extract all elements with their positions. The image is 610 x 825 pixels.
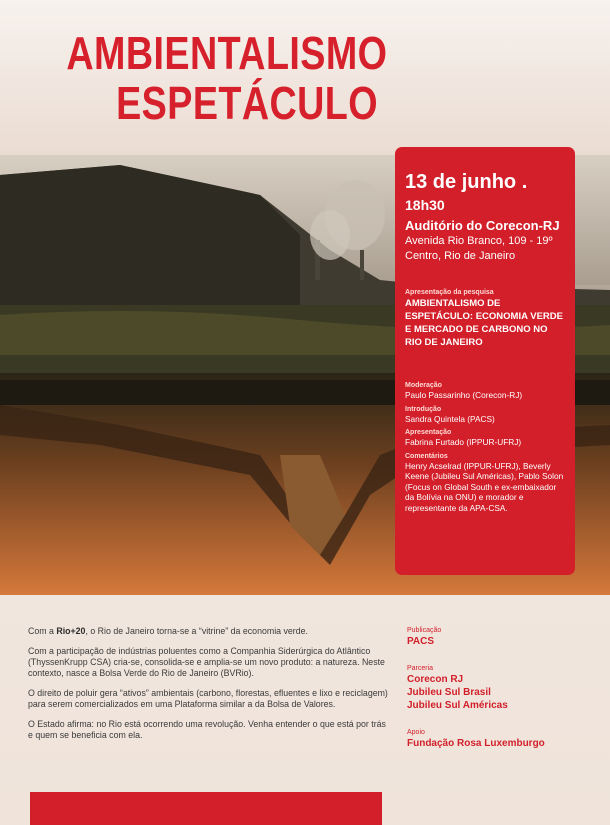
publication-label: Publicação [407, 627, 442, 634]
bottom-red-bar [30, 792, 382, 825]
paragraph-1-prefix: Com a [28, 626, 57, 636]
publication-group [407, 626, 587, 648]
partners-group [407, 664, 587, 712]
credits-column [407, 626, 587, 766]
event-info-panel [395, 147, 575, 575]
partner-item: Jubileu Sul Américas [407, 700, 508, 711]
body-text [28, 626, 388, 750]
publication-value: PACS [407, 636, 435, 647]
event-date: 13 de junho [405, 171, 517, 193]
apresentacao-label: Apresentação [405, 429, 452, 436]
event-time: 18h30 [405, 197, 445, 213]
support-label: Apoio [407, 729, 425, 736]
poster-title [66, 27, 388, 129]
apresentacao-value: Fabrina Furtado (IPPUR-UFRJ) [405, 437, 522, 447]
intro-label: Introdução [405, 405, 442, 413]
event-date-line [405, 171, 565, 216]
comments-value: Henry Acselrad (IPPUR-UFRJ), Beverly Keene (Jubileu Sul Américas), Pablo Solon (Focus on Global South e ex-embaixador da Bolívia na ONU) e morador e representante da APA-CSA. [405, 460, 564, 513]
event-address-line-1: Avenida Rio Branco, 109 - 19º [405, 235, 553, 247]
event-venue: Auditório do Corecon-RJ [405, 218, 560, 233]
partner-item: Jubileu Sul Brasil [407, 687, 491, 698]
title-line-2: ESPETÁCULO [116, 77, 378, 129]
paragraph-3: O direito de poluir gera “ativos” ambientais (carbono, florestas, efluentes e lixo e reciclagem) para serem comercializados em uma Plataforma similar a da Bolsa de Valores. [28, 688, 388, 709]
partner-item: Corecon RJ [407, 674, 464, 685]
moderation-value: Paulo Passarinho (Corecon-RJ) [405, 390, 523, 400]
support-value: Fundação Rosa Luxemburgo [407, 738, 545, 749]
paragraph-1-suffix: , o Rio de Janeiro torna-se a “vitrine” da economia verde. [85, 626, 308, 636]
comments-label: Comentários [405, 452, 448, 460]
partners-label: Parceria [407, 665, 434, 672]
moderation-label: Moderação [405, 382, 442, 389]
paragraph-4: O Estado afirma: no Rio está ocorrendo uma revolução. Venha entender o que está por trás e quem se beneficia com ela. [28, 719, 386, 740]
intro-value: Sandra Quintela (PACS) [405, 413, 495, 424]
paragraph-1-bold: Rio+20 [56, 626, 86, 636]
paragraph-1 [28, 626, 388, 637]
presentation-label: Apresentação da pesquisa [405, 289, 494, 296]
date-separator: . [521, 171, 528, 193]
event-address-line-2: Centro, Rio de Janeiro [405, 250, 516, 262]
title-line-1: AMBIENTALISMO [66, 27, 388, 79]
presentation-title: AMBIENTALISMO DE ESPETÁCULO: ECONOMIA VERDE E MERCADO DE CARBONO NO RIO DE JANEIRO [405, 298, 563, 348]
paragraph-2: Com a participação de indústrias poluentes como a Companhia Siderúrgica do Atlântico (ThyssenKrupp CSA) cria-se, consolida-se e amplia-se um novo produto: a natureza. Neste contexto, nasce a Bolsa Verde do Rio de Janeiro (BVRio). [28, 646, 385, 678]
support-group [407, 728, 587, 750]
